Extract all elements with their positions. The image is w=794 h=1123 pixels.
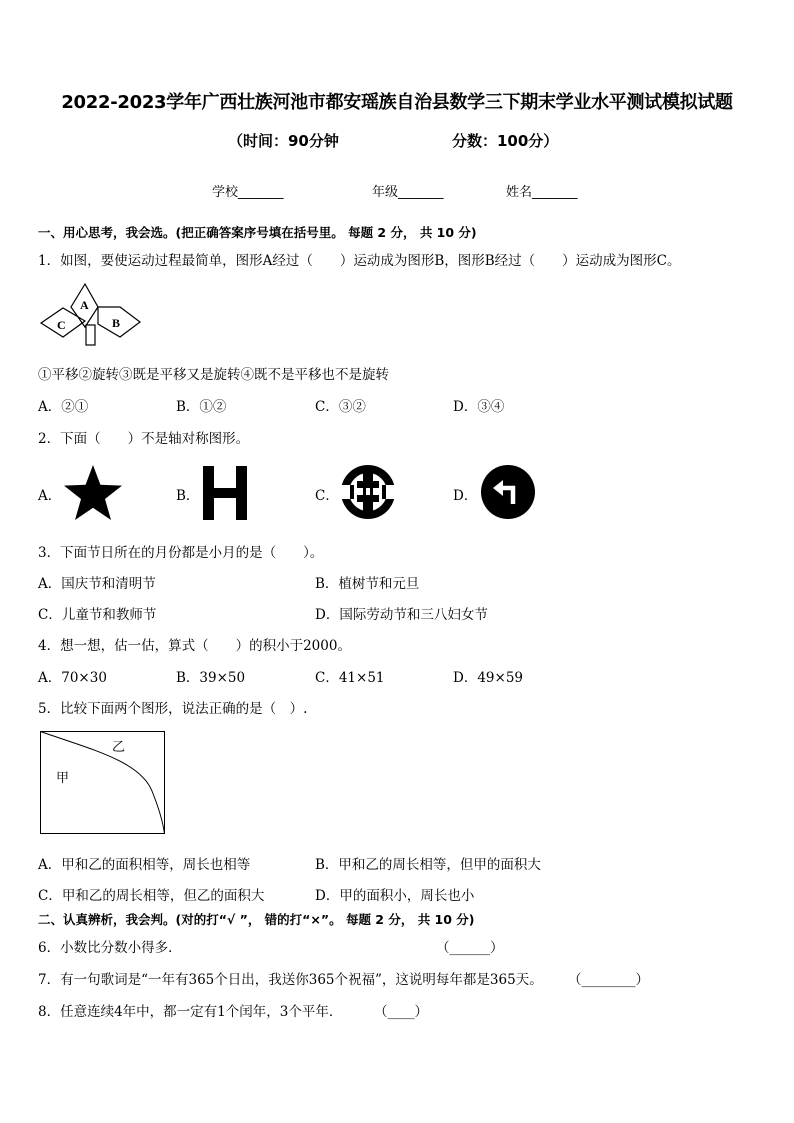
section-heading-judge: 二、认真辨析，我会判。(对的打“√ ”， 错的打“×”。 每题 2 分， 共 10 分) (38, 912, 475, 927)
question-6: 6．小数比分数小得多． (38, 940, 182, 956)
question-2: 2．下面（ ）不是轴对称图形。 (38, 431, 250, 447)
question-1: 1．如图，要使运动过程最简单，图形A经过（ ）运动成为图形B，图形B经过（ ）运动成为图形C。 (38, 253, 681, 269)
q3-option-c[interactable]: C．儿童节和教师节 (38, 607, 157, 623)
q2-option-c[interactable]: C． (315, 488, 339, 504)
q7-answer-blank[interactable]: （________） (568, 972, 649, 988)
q8-answer-blank[interactable]: （____） (374, 1004, 428, 1020)
q4-option-d[interactable]: D．49×59 (453, 670, 523, 686)
q3-option-b[interactable]: B．植树节和元旦 (315, 576, 420, 592)
q5-option-b[interactable]: B．甲和乙的周长相等，但甲的面积大 (315, 857, 541, 873)
figure-label-yi: 乙 (112, 740, 126, 755)
exam-time: （时间：90分钟 (228, 132, 339, 150)
q2-option-a[interactable]: A． (38, 488, 62, 504)
question-5: 5．比较下面两个图形，说法正确的是（ ）. (38, 701, 308, 717)
star-icon (62, 465, 124, 521)
bank-logo-icon (340, 464, 396, 520)
section-heading-choice: 一、用心思考，我会选。(把正确答案序号填在括号里。 每题 2 分， 共 10 分) (38, 225, 477, 240)
name-field[interactable]: 姓名_______ (506, 185, 578, 200)
q6-answer-blank[interactable]: （______） (436, 940, 504, 956)
question-8: 8．任意连续4年中，都一定有1个闰年，3个平年． (38, 1004, 343, 1020)
q4-option-c[interactable]: C．41×51 (315, 670, 385, 686)
turn-left-sign-icon (480, 464, 536, 520)
grade-field[interactable]: 年级_______ (372, 185, 444, 200)
figure-label-a: A (80, 298, 89, 312)
figure-label-b: B (112, 316, 121, 330)
figure-label-jia: 甲 (56, 771, 70, 786)
q1-option-d[interactable]: D．③④ (453, 399, 505, 415)
q2-option-d[interactable]: D． (453, 488, 478, 504)
page-title: 2022-2023学年广西壮族河池市都安瑶族自治县数学三下期末学业水平测试模拟试题 (61, 92, 733, 113)
q1-option-c[interactable]: C．③② (315, 399, 366, 415)
school-field[interactable]: 学校_______ (212, 185, 284, 200)
q2-option-b[interactable]: B． (176, 488, 200, 504)
q4-option-b[interactable]: B．39×50 (176, 670, 246, 686)
question-4: 4．想一想，估一估，算式（ ）的积小于2000。 (38, 638, 351, 654)
q3-option-a[interactable]: A．国庆节和清明节 (38, 576, 156, 592)
q5-option-d[interactable]: D．甲的面积小，周长也小 (315, 888, 475, 904)
question-3: 3．下面节日所在的月份都是小月的是（ ）。 (38, 545, 324, 561)
figure-label-c: C (57, 318, 66, 332)
q3-option-d[interactable]: D．国际劳动节和三八妇女节 (315, 607, 488, 623)
q1-option-b[interactable]: B．①② (176, 399, 227, 415)
question-7: 7．有一句歌词是“一年有365个日出，我送你365个祝福”，这说明每年都是365天。 (38, 972, 543, 988)
q1-option-a[interactable]: A．②① (38, 399, 89, 415)
q5-figure (40, 731, 166, 835)
q1-choices: ①平移②旋转③既是平移又是旋转④既不是平移也不是旋转 (38, 367, 389, 383)
q5-option-a[interactable]: A．甲和乙的面积相等，周长也相等 (38, 857, 251, 873)
q5-option-c[interactable]: C．甲和乙的周长相等，但乙的面积大 (38, 888, 265, 904)
letter-h-icon (203, 466, 247, 520)
q4-option-a[interactable]: A．70×30 (38, 670, 107, 686)
q1-figure (38, 281, 142, 349)
exam-score: 分数：100分） (452, 132, 559, 150)
